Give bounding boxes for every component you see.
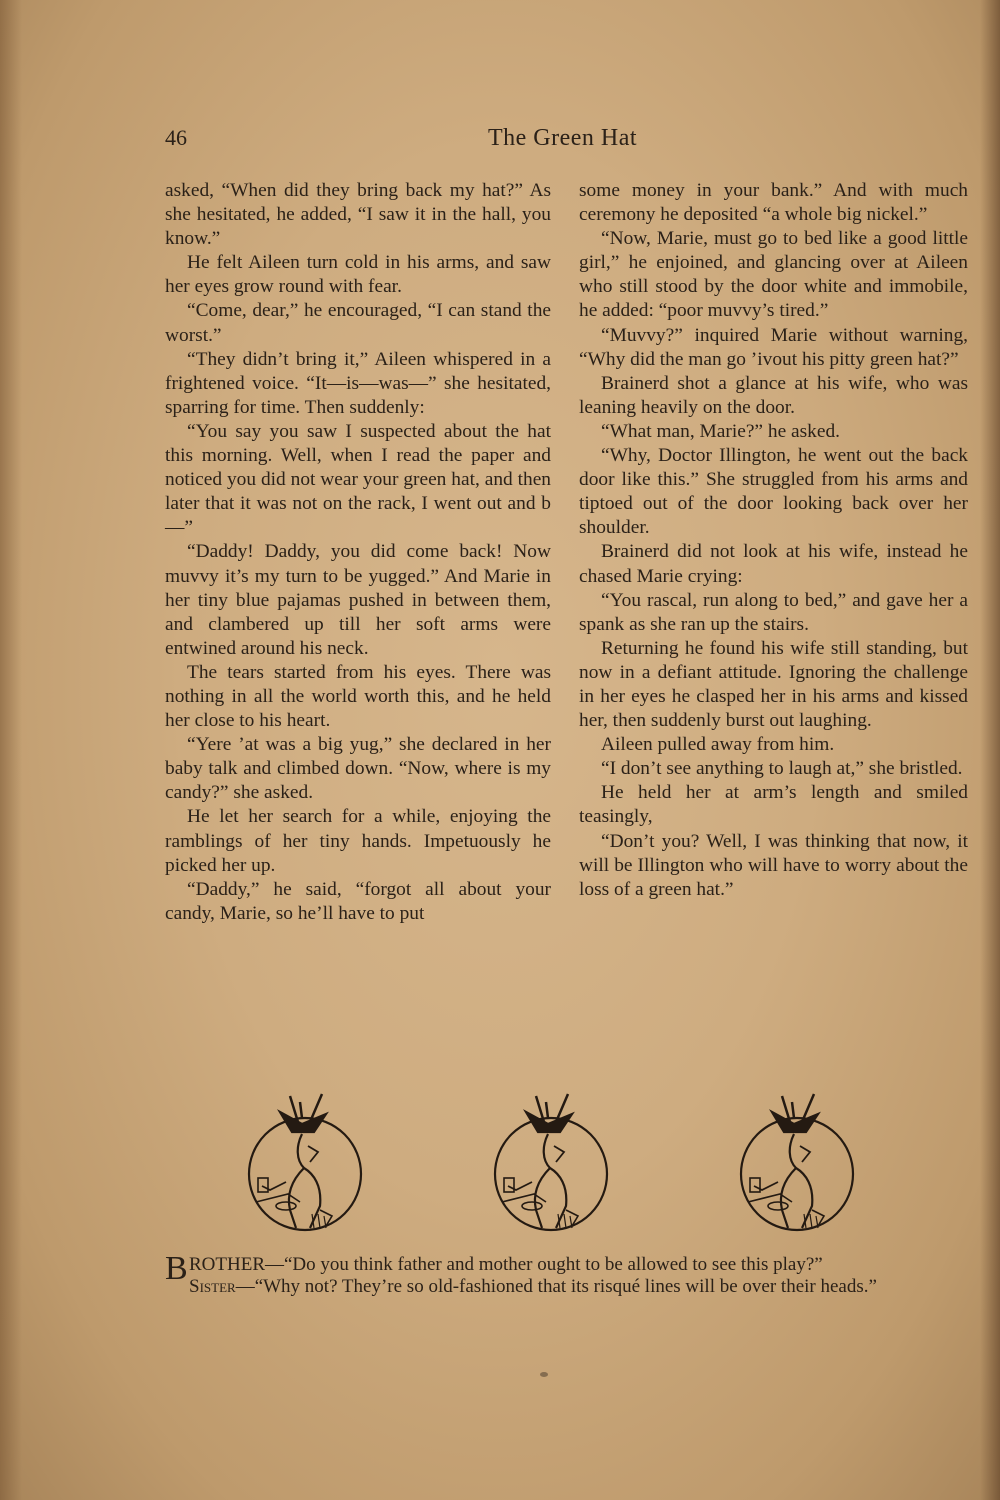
paragraph: “Muvvy?” inquired Marie without warning, “Why did the man go ’ivout his pitty green hat?” [579,324,968,370]
paragraph: some money in your bank.” And with much ceremony he deposited “a whole big nickel.” [579,180,968,226]
paragraph: “Yere ’at was a big yug,” she declared in her baby talk and climbed down. “Now, where is my candy?” she asked. [165,734,551,804]
right-text-column [579,179,968,902]
jester-vignette-icon [486,1082,616,1242]
running-title: The Green Hat [487,125,638,151]
page-number: 46 [165,125,187,150]
left-text-column [165,179,551,926]
paragraph: “I don’t see anything to laugh at,” she bristled. [601,758,963,780]
ink-speck [540,1372,548,1377]
paragraph: “Daddy! Daddy, you did come back! Now muvvy it’s my turn to be yugged.” And Marie in her tiny blue pajamas pushed in between them, and clambered up till her soft arms were entwined around his neck. [165,541,551,659]
page-right-edge-shadow [980,0,1000,1500]
paragraph: “They didn’t bring it,” Aileen whispered in a frightened voice. “It—is—was—” she hesitated, sparring for time. Then suddenly: [165,348,551,418]
paragraph: “You say you saw I suspected about the hat this morning. Well, when I read the paper and noticed you did not wear your green hat, and then later that it was not on the rack, I went out and b—” [165,420,551,539]
joke-block [165,1250,960,1297]
jester-vignette-icon [732,1082,862,1242]
paragraph: Returning he found his wife still standing, but now in a defiant attitude. Ignoring the challenge in her eyes he clasped her in his arms and kissed her, then suddenly burst out laughing. [579,637,968,732]
vignette-row [230,1082,830,1242]
joke-sister-text: —“Why not? They’re so old-fashioned that its risqué lines will be over their heads.” [235,1275,877,1297]
paragraph: He let her search for a while, enjoying the ramblings of her tiny hands. Impetuously he picked her up. [165,806,551,876]
paragraph: “Don’t you? Well, I was thinking that now, it will be Illington who will have to worry about the loss of a green hat.” [579,830,968,900]
paragraph: “You rascal, run along to bed,” and gave her a spank as she ran up the stairs. [579,589,968,635]
drop-cap: B [165,1250,188,1287]
joke-sister-line [165,1276,960,1298]
paragraph: The tears started from his eyes. There was nothing in all the world worth this, and he held her close to his heart. [165,661,551,732]
paragraph: “Daddy,” he said, “forgot all about your candy, Marie, so he’ll have to put [165,878,551,924]
jester-vignette-icon [240,1082,370,1242]
paragraph: “Come, dear,” he encouraged, “I can stand the worst.” [165,300,551,346]
paragraph: “What man, Marie?” he asked. [601,420,841,442]
paragraph: Brainerd shot a glance at his wife, who was leaning heavily on the door. [579,372,968,418]
joke-sister-label: Sister [189,1275,236,1297]
joke-brother-text: ROTHER—“Do you think father and mother ought to be allowed to see this play?” [189,1254,823,1275]
paragraph: “Why, Doctor Illington, he went out the back door like this.” She struggled from his arms and tiptoed out of the door looking back over her shoulder. [579,445,968,539]
paragraph: Aileen pulled away from him. [601,734,835,756]
paragraph: He held her at arm’s length and smiled teasingly, [579,782,968,828]
paragraph: “Now, Marie, must go to bed like a good little girl,” he enjoined, and glancing over at Aileen who still stood by the door white and immobile, he added: “poor muvvy’s tired.” [579,228,968,322]
paragraph: Brainerd did not look at his wife, instead he chased Marie crying: [579,541,968,587]
page-header [165,125,960,159]
paragraph: He felt Aileen turn cold in his arms, and saw her eyes grow round with fear. [165,252,551,298]
page-left-edge-shadow [0,0,22,1500]
paragraph: asked, “When did they bring back my hat?” As she hesitated, he added, “I saw it in the hall, you know.” [165,180,551,250]
